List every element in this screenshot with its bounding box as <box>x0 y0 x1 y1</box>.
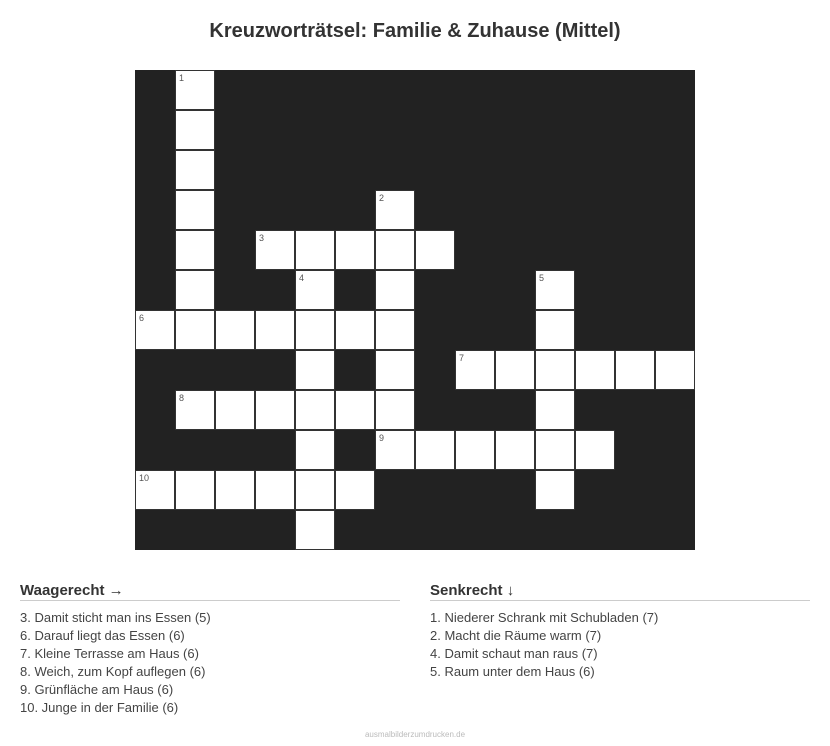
grid-cell[interactable] <box>255 470 295 510</box>
grid-cell[interactable] <box>175 150 215 190</box>
grid-cell[interactable] <box>175 310 215 350</box>
grid-cell[interactable] <box>295 350 335 390</box>
clue-number: 2 <box>379 193 385 203</box>
clue-number: 10 <box>139 473 150 483</box>
across-clue-list <box>20 609 400 717</box>
grid-cell[interactable] <box>575 430 615 470</box>
grid-cell[interactable] <box>535 350 575 390</box>
across-clue: 8. Weich, zum Kopf auflegen (6) <box>20 664 206 679</box>
grid-cell[interactable] <box>335 310 375 350</box>
grid-cell[interactable] <box>375 190 415 230</box>
grid-cell[interactable] <box>175 70 215 110</box>
grid-cell[interactable] <box>215 310 255 350</box>
down-heading: Senkrecht ↓ <box>430 582 810 601</box>
grid-cell[interactable] <box>175 470 215 510</box>
grid-cell[interactable] <box>535 390 575 430</box>
grid-cell[interactable] <box>295 390 335 430</box>
grid-cell[interactable] <box>255 390 295 430</box>
grid-cell[interactable] <box>295 470 335 510</box>
grid-cell[interactable] <box>535 470 575 510</box>
grid-cell[interactable] <box>335 230 375 270</box>
across-clue: 6. Darauf liegt das Essen (6) <box>20 628 185 643</box>
down-clue-list <box>430 609 810 681</box>
grid-cell[interactable] <box>175 270 215 310</box>
grid-cell[interactable] <box>375 430 415 470</box>
grid-cell[interactable] <box>295 310 335 350</box>
clue-number: 3 <box>259 233 265 243</box>
grid-cell[interactable] <box>335 390 375 430</box>
clue-number: 8 <box>179 393 185 403</box>
across-clues <box>20 582 400 717</box>
grid-cell[interactable] <box>375 350 415 390</box>
footer-credit: ausmalbilderzumdrucken.de <box>364 730 466 739</box>
across-clue: 3. Damit sticht man ins Essen (5) <box>20 610 211 625</box>
grid-cell[interactable] <box>135 310 175 350</box>
grid-cell[interactable] <box>375 230 415 270</box>
grid-cell[interactable] <box>535 270 575 310</box>
grid-cell[interactable] <box>135 470 175 510</box>
across-clue: 9. Grünfläche am Haus (6) <box>20 682 174 697</box>
across-clue: 10. Junge in der Familie (6) <box>20 700 179 715</box>
down-clue: 2. Macht die Räume warm (7) <box>430 628 602 643</box>
grid-cell[interactable] <box>415 230 455 270</box>
grid-cell[interactable] <box>495 430 535 470</box>
across-heading: Waagerecht → <box>20 582 400 601</box>
grid-cell[interactable] <box>295 270 335 310</box>
down-clue: 4. Damit schaut man raus (7) <box>430 646 598 661</box>
down-clue: 5. Raum unter dem Haus (6) <box>430 664 595 679</box>
grid-cell[interactable] <box>615 350 655 390</box>
clue-number: 1 <box>179 73 185 83</box>
grid-cell[interactable] <box>375 310 415 350</box>
clue-number: 5 <box>539 273 545 283</box>
grid-cell[interactable] <box>295 510 335 550</box>
grid-cell[interactable] <box>175 390 215 430</box>
clue-number: 6 <box>139 313 145 323</box>
across-clue: 7. Kleine Terrasse am Haus (6) <box>20 646 199 661</box>
grid-cell[interactable] <box>535 310 575 350</box>
grid-cell[interactable] <box>335 470 375 510</box>
grid-cell[interactable] <box>655 350 695 390</box>
grid-cell[interactable] <box>175 190 215 230</box>
grid-cell[interactable] <box>175 230 215 270</box>
grid-cell[interactable] <box>255 230 295 270</box>
grid-cell[interactable] <box>455 350 495 390</box>
puzzle-title: Kreuzworträtsel: Familie & Zuhause (Mittel) <box>209 20 621 42</box>
grid-cell[interactable] <box>495 350 535 390</box>
grid-cell[interactable] <box>375 270 415 310</box>
clue-number: 7 <box>459 353 465 363</box>
grid-cell[interactable] <box>255 310 295 350</box>
grid-cell[interactable] <box>295 430 335 470</box>
grid-cell[interactable] <box>175 110 215 150</box>
grid-cell[interactable] <box>575 350 615 390</box>
down-clue: 1. Niederer Schrank mit Schubladen (7) <box>430 610 659 625</box>
grid-cell[interactable] <box>215 390 255 430</box>
grid-cell[interactable] <box>375 390 415 430</box>
grid-cell[interactable] <box>415 430 455 470</box>
grid-cell[interactable] <box>535 430 575 470</box>
grid-cell[interactable] <box>455 430 495 470</box>
grid-cell[interactable] <box>295 230 335 270</box>
crossword-grid <box>135 70 695 550</box>
clue-number: 9 <box>379 433 385 443</box>
down-clues <box>430 582 810 681</box>
grid-cell[interactable] <box>215 470 255 510</box>
clue-number: 4 <box>299 273 305 283</box>
